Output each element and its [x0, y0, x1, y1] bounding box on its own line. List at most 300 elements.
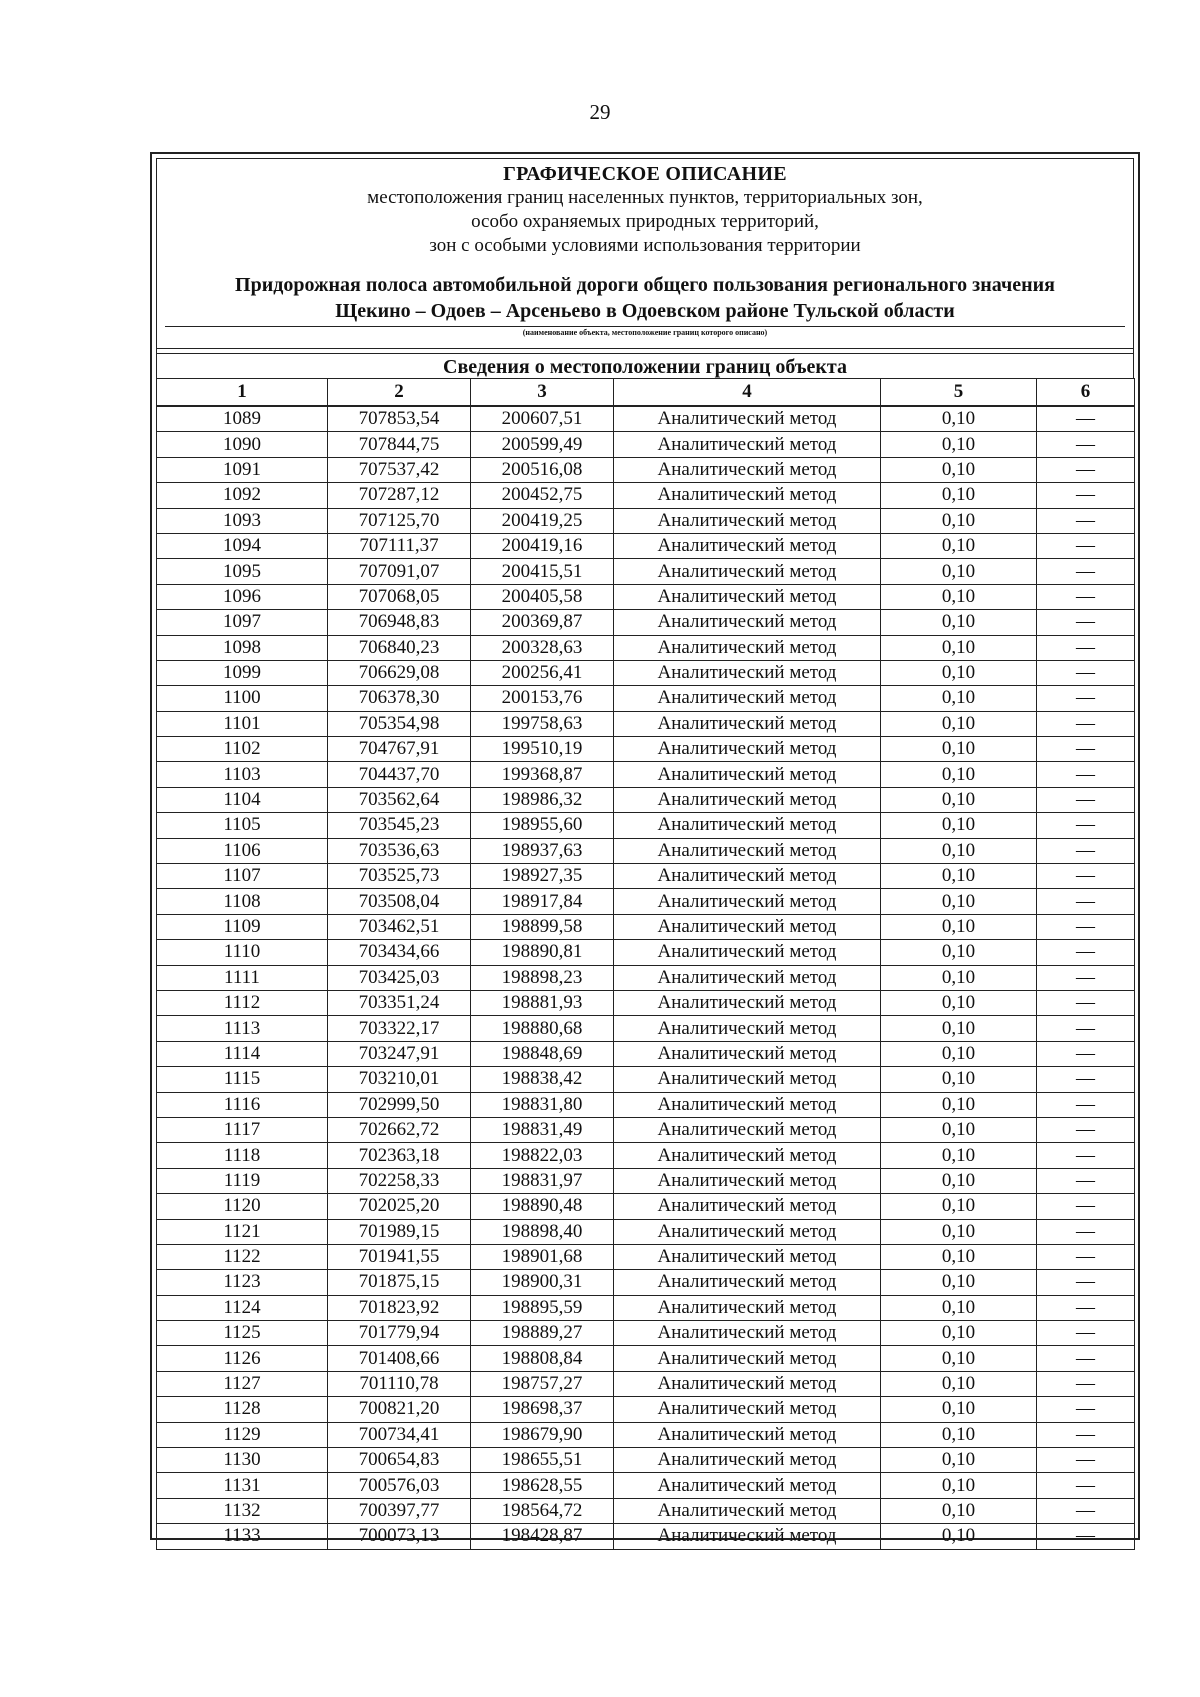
- point-number-cell: 1121: [157, 1219, 328, 1244]
- table-row: [157, 1295, 1135, 1320]
- method-cell: Аналитический метод: [614, 1524, 881, 1549]
- x-coordinate-cell: 703351,24: [328, 990, 471, 1015]
- accuracy-cell: 0,10: [881, 584, 1037, 609]
- point-number-cell: 1116: [157, 1092, 328, 1117]
- method-cell: Аналитический метод: [614, 432, 881, 457]
- y-coordinate-cell: 198890,48: [471, 1194, 614, 1219]
- table-row: [157, 1498, 1135, 1523]
- point-number-cell: 1127: [157, 1371, 328, 1396]
- y-coordinate-cell: 198986,32: [471, 787, 614, 812]
- method-cell: Аналитический метод: [614, 1371, 881, 1396]
- method-cell: Аналитический метод: [614, 508, 881, 533]
- section-title: Сведения о местоположении границ объекта: [156, 348, 1134, 378]
- description-cell: —: [1037, 1473, 1135, 1498]
- x-coordinate-cell: 703525,73: [328, 864, 471, 889]
- point-number-cell: 1129: [157, 1422, 328, 1447]
- y-coordinate-cell: 200405,58: [471, 584, 614, 609]
- table-row: [157, 406, 1135, 432]
- document-frame: [150, 152, 1140, 1547]
- accuracy-cell: 0,10: [881, 965, 1037, 990]
- accuracy-cell: 0,10: [881, 686, 1037, 711]
- point-number-cell: 1105: [157, 813, 328, 838]
- table-row: [157, 660, 1135, 685]
- description-cell: —: [1037, 965, 1135, 990]
- method-cell: Аналитический метод: [614, 914, 881, 939]
- method-cell: Аналитический метод: [614, 965, 881, 990]
- point-number-cell: 1094: [157, 533, 328, 558]
- method-cell: Аналитический метод: [614, 686, 881, 711]
- description-cell: —: [1037, 457, 1135, 482]
- x-coordinate-cell: 702662,72: [328, 1117, 471, 1142]
- method-cell: Аналитический метод: [614, 1219, 881, 1244]
- accuracy-cell: 0,10: [881, 406, 1037, 432]
- y-coordinate-cell: 198831,80: [471, 1092, 614, 1117]
- x-coordinate-cell: 706629,08: [328, 660, 471, 685]
- accuracy-cell: 0,10: [881, 483, 1037, 508]
- table-header-row: [157, 379, 1135, 407]
- point-number-cell: 1101: [157, 711, 328, 736]
- table-row: [157, 1397, 1135, 1422]
- method-cell: Аналитический метод: [614, 1498, 881, 1523]
- column-header: 1: [157, 379, 328, 407]
- y-coordinate-cell: 200419,16: [471, 533, 614, 558]
- point-number-cell: 1119: [157, 1168, 328, 1193]
- column-header: 3: [471, 379, 614, 407]
- accuracy-cell: 0,10: [881, 1143, 1037, 1168]
- table-row: [157, 1168, 1135, 1193]
- table-row: [157, 686, 1135, 711]
- method-cell: Аналитический метод: [614, 864, 881, 889]
- y-coordinate-cell: 198838,42: [471, 1067, 614, 1092]
- x-coordinate-cell: 700821,20: [328, 1397, 471, 1422]
- object-name-line: Придорожная полоса автомобильной дороги общего пользования регионального значения: [235, 274, 1055, 296]
- point-number-cell: 1123: [157, 1270, 328, 1295]
- description-cell: —: [1037, 838, 1135, 863]
- accuracy-cell: 0,10: [881, 1346, 1037, 1371]
- x-coordinate-cell: 703562,64: [328, 787, 471, 812]
- method-cell: Аналитический метод: [614, 1448, 881, 1473]
- accuracy-cell: 0,10: [881, 559, 1037, 584]
- x-coordinate-cell: 704767,91: [328, 737, 471, 762]
- description-cell: —: [1037, 686, 1135, 711]
- y-coordinate-cell: 200256,41: [471, 660, 614, 685]
- accuracy-cell: 0,10: [881, 508, 1037, 533]
- description-cell: —: [1037, 711, 1135, 736]
- point-number-cell: 1095: [157, 559, 328, 584]
- x-coordinate-cell: 700073,13: [328, 1524, 471, 1549]
- point-number-cell: 1100: [157, 686, 328, 711]
- point-number-cell: 1128: [157, 1397, 328, 1422]
- y-coordinate-cell: 198628,55: [471, 1473, 614, 1498]
- point-number-cell: 1099: [157, 660, 328, 685]
- point-number-cell: 1092: [157, 483, 328, 508]
- coordinates-table: [156, 378, 1135, 1550]
- y-coordinate-cell: 198927,35: [471, 864, 614, 889]
- table-row: [157, 940, 1135, 965]
- x-coordinate-cell: 707537,42: [328, 457, 471, 482]
- y-coordinate-cell: 198822,03: [471, 1143, 614, 1168]
- subtitle-line: местоположения границ населенных пунктов, территориальных зон,: [367, 187, 923, 208]
- y-coordinate-cell: 198848,69: [471, 1041, 614, 1066]
- description-cell: —: [1037, 990, 1135, 1015]
- x-coordinate-cell: 707844,75: [328, 432, 471, 457]
- description-cell: —: [1037, 508, 1135, 533]
- method-cell: Аналитический метод: [614, 838, 881, 863]
- point-number-cell: 1104: [157, 787, 328, 812]
- y-coordinate-cell: 198428,87: [471, 1524, 614, 1549]
- accuracy-cell: 0,10: [881, 1194, 1037, 1219]
- table-row: [157, 990, 1135, 1015]
- description-cell: —: [1037, 1448, 1135, 1473]
- point-number-cell: 1112: [157, 990, 328, 1015]
- x-coordinate-cell: 703322,17: [328, 1016, 471, 1041]
- method-cell: Аналитический метод: [614, 483, 881, 508]
- page-number: 29: [589, 100, 611, 124]
- y-coordinate-cell: 198880,68: [471, 1016, 614, 1041]
- point-number-cell: 1089: [157, 406, 328, 432]
- accuracy-cell: 0,10: [881, 1397, 1037, 1422]
- y-coordinate-cell: 198898,40: [471, 1219, 614, 1244]
- method-cell: Аналитический метод: [614, 1270, 881, 1295]
- method-cell: Аналитический метод: [614, 406, 881, 432]
- x-coordinate-cell: 703536,63: [328, 838, 471, 863]
- y-coordinate-cell: 198955,60: [471, 813, 614, 838]
- table-row: [157, 1041, 1135, 1066]
- x-coordinate-cell: 707287,12: [328, 483, 471, 508]
- table-row: [157, 737, 1135, 762]
- method-cell: Аналитический метод: [614, 1321, 881, 1346]
- y-coordinate-cell: 199758,63: [471, 711, 614, 736]
- y-coordinate-cell: 198889,27: [471, 1321, 614, 1346]
- x-coordinate-cell: 707125,70: [328, 508, 471, 533]
- y-coordinate-cell: 200369,87: [471, 610, 614, 635]
- y-coordinate-cell: 198898,23: [471, 965, 614, 990]
- y-coordinate-cell: 200599,49: [471, 432, 614, 457]
- y-coordinate-cell: 198881,93: [471, 990, 614, 1015]
- description-cell: —: [1037, 1244, 1135, 1269]
- table-row: [157, 864, 1135, 889]
- point-number-cell: 1096: [157, 584, 328, 609]
- method-cell: Аналитический метод: [614, 559, 881, 584]
- point-number-cell: 1102: [157, 737, 328, 762]
- method-cell: Аналитический метод: [614, 1346, 881, 1371]
- method-cell: Аналитический метод: [614, 787, 881, 812]
- point-number-cell: 1103: [157, 762, 328, 787]
- method-cell: Аналитический метод: [614, 1092, 881, 1117]
- x-coordinate-cell: 706378,30: [328, 686, 471, 711]
- table-row: [157, 787, 1135, 812]
- accuracy-cell: 0,10: [881, 1244, 1037, 1269]
- y-coordinate-cell: 198895,59: [471, 1295, 614, 1320]
- description-cell: —: [1037, 762, 1135, 787]
- description-cell: —: [1037, 1041, 1135, 1066]
- x-coordinate-cell: 706840,23: [328, 635, 471, 660]
- method-cell: Аналитический метод: [614, 610, 881, 635]
- point-number-cell: 1110: [157, 940, 328, 965]
- accuracy-cell: 0,10: [881, 1270, 1037, 1295]
- point-number-cell: 1117: [157, 1117, 328, 1142]
- x-coordinate-cell: 700734,41: [328, 1422, 471, 1447]
- object-name-line: Щекино – Одоев – Арсеньево в Одоевском районе Тульской области: [335, 300, 955, 322]
- accuracy-cell: 0,10: [881, 737, 1037, 762]
- accuracy-cell: 0,10: [881, 1067, 1037, 1092]
- method-cell: Аналитический метод: [614, 635, 881, 660]
- table-row: [157, 813, 1135, 838]
- x-coordinate-cell: 701875,15: [328, 1270, 471, 1295]
- point-number-cell: 1091: [157, 457, 328, 482]
- point-number-cell: 1106: [157, 838, 328, 863]
- method-cell: Аналитический метод: [614, 1067, 881, 1092]
- method-cell: Аналитический метод: [614, 1244, 881, 1269]
- table-row: [157, 1092, 1135, 1117]
- x-coordinate-cell: 707068,05: [328, 584, 471, 609]
- method-cell: Аналитический метод: [614, 533, 881, 558]
- point-number-cell: 1098: [157, 635, 328, 660]
- x-coordinate-cell: 707111,37: [328, 533, 471, 558]
- method-cell: Аналитический метод: [614, 1168, 881, 1193]
- y-coordinate-cell: 198900,31: [471, 1270, 614, 1295]
- point-number-cell: 1114: [157, 1041, 328, 1066]
- y-coordinate-cell: 200328,63: [471, 635, 614, 660]
- point-number-cell: 1108: [157, 889, 328, 914]
- accuracy-cell: 0,10: [881, 914, 1037, 939]
- description-cell: —: [1037, 1092, 1135, 1117]
- method-cell: Аналитический метод: [614, 1295, 881, 1320]
- description-cell: —: [1037, 635, 1135, 660]
- description-cell: —: [1037, 1270, 1135, 1295]
- method-cell: Аналитический метод: [614, 457, 881, 482]
- x-coordinate-cell: 702363,18: [328, 1143, 471, 1168]
- method-cell: Аналитический метод: [614, 1143, 881, 1168]
- y-coordinate-cell: 198698,37: [471, 1397, 614, 1422]
- point-number-cell: 1109: [157, 914, 328, 939]
- table-row: [157, 1473, 1135, 1498]
- x-coordinate-cell: 703462,51: [328, 914, 471, 939]
- x-coordinate-cell: 703434,66: [328, 940, 471, 965]
- description-cell: —: [1037, 1016, 1135, 1041]
- description-cell: —: [1037, 1295, 1135, 1320]
- description-cell: —: [1037, 533, 1135, 558]
- x-coordinate-cell: 703210,01: [328, 1067, 471, 1092]
- accuracy-cell: 0,10: [881, 610, 1037, 635]
- point-number-cell: 1118: [157, 1143, 328, 1168]
- accuracy-cell: 0,10: [881, 1016, 1037, 1041]
- point-number-cell: 1122: [157, 1244, 328, 1269]
- description-cell: —: [1037, 483, 1135, 508]
- point-number-cell: 1130: [157, 1448, 328, 1473]
- description-cell: —: [1037, 940, 1135, 965]
- method-cell: Аналитический метод: [614, 889, 881, 914]
- y-coordinate-cell: 198937,63: [471, 838, 614, 863]
- table-row: [157, 483, 1135, 508]
- x-coordinate-cell: 706948,83: [328, 610, 471, 635]
- x-coordinate-cell: 703425,03: [328, 965, 471, 990]
- y-coordinate-cell: 199368,87: [471, 762, 614, 787]
- accuracy-cell: 0,10: [881, 762, 1037, 787]
- x-coordinate-cell: 703545,23: [328, 813, 471, 838]
- table-row: [157, 1143, 1135, 1168]
- point-number-cell: 1126: [157, 1346, 328, 1371]
- table-row: [157, 914, 1135, 939]
- point-number-cell: 1132: [157, 1498, 328, 1523]
- description-cell: —: [1037, 914, 1135, 939]
- x-coordinate-cell: 700654,83: [328, 1448, 471, 1473]
- table-row: [157, 1219, 1135, 1244]
- table-row: [157, 432, 1135, 457]
- description-cell: —: [1037, 1422, 1135, 1447]
- y-coordinate-cell: 200419,25: [471, 508, 614, 533]
- table-row: [157, 1270, 1135, 1295]
- table-row: [157, 559, 1135, 584]
- x-coordinate-cell: 707853,54: [328, 406, 471, 432]
- method-cell: Аналитический метод: [614, 1473, 881, 1498]
- accuracy-cell: 0,10: [881, 1498, 1037, 1523]
- column-header: 4: [614, 379, 881, 407]
- method-cell: Аналитический метод: [614, 660, 881, 685]
- y-coordinate-cell: 198679,90: [471, 1422, 614, 1447]
- table-row: [157, 762, 1135, 787]
- column-header: 6: [1037, 379, 1135, 407]
- table-row: [157, 1016, 1135, 1041]
- method-cell: Аналитический метод: [614, 1422, 881, 1447]
- y-coordinate-cell: 198831,49: [471, 1117, 614, 1142]
- accuracy-cell: 0,10: [881, 1092, 1037, 1117]
- description-cell: —: [1037, 1194, 1135, 1219]
- table-row: [157, 711, 1135, 736]
- description-cell: —: [1037, 737, 1135, 762]
- point-number-cell: 1093: [157, 508, 328, 533]
- x-coordinate-cell: 700397,77: [328, 1498, 471, 1523]
- y-coordinate-cell: 200452,75: [471, 483, 614, 508]
- description-cell: —: [1037, 1524, 1135, 1549]
- method-cell: Аналитический метод: [614, 737, 881, 762]
- table-row: [157, 838, 1135, 863]
- accuracy-cell: 0,10: [881, 1219, 1037, 1244]
- accuracy-cell: 0,10: [881, 1371, 1037, 1396]
- accuracy-cell: 0,10: [881, 457, 1037, 482]
- description-cell: —: [1037, 1067, 1135, 1092]
- y-coordinate-cell: 198901,68: [471, 1244, 614, 1269]
- method-cell: Аналитический метод: [614, 762, 881, 787]
- description-cell: —: [1037, 559, 1135, 584]
- description-cell: —: [1037, 813, 1135, 838]
- x-coordinate-cell: 703508,04: [328, 889, 471, 914]
- table-row: [157, 1117, 1135, 1142]
- column-header: 5: [881, 379, 1037, 407]
- method-cell: Аналитический метод: [614, 940, 881, 965]
- table-row: [157, 635, 1135, 660]
- description-cell: —: [1037, 1371, 1135, 1396]
- method-cell: Аналитический метод: [614, 584, 881, 609]
- method-cell: Аналитический метод: [614, 813, 881, 838]
- table-row: [157, 1321, 1135, 1346]
- accuracy-cell: 0,10: [881, 864, 1037, 889]
- x-coordinate-cell: 701989,15: [328, 1219, 471, 1244]
- method-cell: Аналитический метод: [614, 1194, 881, 1219]
- table-row: [157, 1448, 1135, 1473]
- y-coordinate-cell: 198917,84: [471, 889, 614, 914]
- description-cell: —: [1037, 1321, 1135, 1346]
- description-cell: —: [1037, 584, 1135, 609]
- subtitle-line: особо охраняемых природных территорий,: [471, 211, 819, 232]
- description-cell: —: [1037, 406, 1135, 432]
- description-cell: —: [1037, 1219, 1135, 1244]
- y-coordinate-cell: 198899,58: [471, 914, 614, 939]
- method-cell: Аналитический метод: [614, 1041, 881, 1066]
- method-cell: Аналитический метод: [614, 1117, 881, 1142]
- accuracy-cell: 0,10: [881, 889, 1037, 914]
- table-row: [157, 1524, 1135, 1549]
- table-row: [157, 965, 1135, 990]
- table-body: [157, 406, 1135, 1549]
- x-coordinate-cell: 704437,70: [328, 762, 471, 787]
- y-coordinate-cell: 200607,51: [471, 406, 614, 432]
- table-row: [157, 610, 1135, 635]
- method-cell: Аналитический метод: [614, 1016, 881, 1041]
- accuracy-cell: 0,10: [881, 940, 1037, 965]
- accuracy-cell: 0,10: [881, 990, 1037, 1015]
- x-coordinate-cell: 701110,78: [328, 1371, 471, 1396]
- accuracy-cell: 0,10: [881, 711, 1037, 736]
- point-number-cell: 1111: [157, 965, 328, 990]
- accuracy-cell: 0,10: [881, 1041, 1037, 1066]
- description-cell: —: [1037, 1397, 1135, 1422]
- x-coordinate-cell: 703247,91: [328, 1041, 471, 1066]
- method-cell: Аналитический метод: [614, 1397, 881, 1422]
- x-coordinate-cell: 705354,98: [328, 711, 471, 736]
- description-cell: —: [1037, 1498, 1135, 1523]
- y-coordinate-cell: 198890,81: [471, 940, 614, 965]
- point-number-cell: 1131: [157, 1473, 328, 1498]
- x-coordinate-cell: 707091,07: [328, 559, 471, 584]
- accuracy-cell: 0,10: [881, 533, 1037, 558]
- table-row: [157, 584, 1135, 609]
- y-coordinate-cell: 198655,51: [471, 1448, 614, 1473]
- method-cell: Аналитический метод: [614, 990, 881, 1015]
- x-coordinate-cell: 702258,33: [328, 1168, 471, 1193]
- table-row: [157, 457, 1135, 482]
- point-number-cell: 1115: [157, 1067, 328, 1092]
- subtitle-line: зон с особыми условиями использования территории: [429, 235, 861, 256]
- table-row: [157, 1346, 1135, 1371]
- x-coordinate-cell: 701779,94: [328, 1321, 471, 1346]
- table-row: [157, 1067, 1135, 1092]
- column-header: 2: [328, 379, 471, 407]
- method-cell: Аналитический метод: [614, 711, 881, 736]
- table-row: [157, 1194, 1135, 1219]
- point-number-cell: 1113: [157, 1016, 328, 1041]
- x-coordinate-cell: 702999,50: [328, 1092, 471, 1117]
- accuracy-cell: 0,10: [881, 1117, 1037, 1142]
- accuracy-cell: 0,10: [881, 1448, 1037, 1473]
- object-name-caption: (наименование объекта, местоположение границ которого описано): [522, 328, 768, 337]
- accuracy-cell: 0,10: [881, 635, 1037, 660]
- x-coordinate-cell: 701941,55: [328, 1244, 471, 1269]
- description-cell: —: [1037, 610, 1135, 635]
- x-coordinate-cell: 701823,92: [328, 1295, 471, 1320]
- y-coordinate-cell: 198564,72: [471, 1498, 614, 1523]
- x-coordinate-cell: 702025,20: [328, 1194, 471, 1219]
- description-cell: —: [1037, 432, 1135, 457]
- table-row: [157, 508, 1135, 533]
- description-cell: —: [1037, 1117, 1135, 1142]
- y-coordinate-cell: 200153,76: [471, 686, 614, 711]
- y-coordinate-cell: 199510,19: [471, 737, 614, 762]
- y-coordinate-cell: 198808,84: [471, 1346, 614, 1371]
- accuracy-cell: 0,10: [881, 1295, 1037, 1320]
- y-coordinate-cell: 200415,51: [471, 559, 614, 584]
- table-row: [157, 1422, 1135, 1447]
